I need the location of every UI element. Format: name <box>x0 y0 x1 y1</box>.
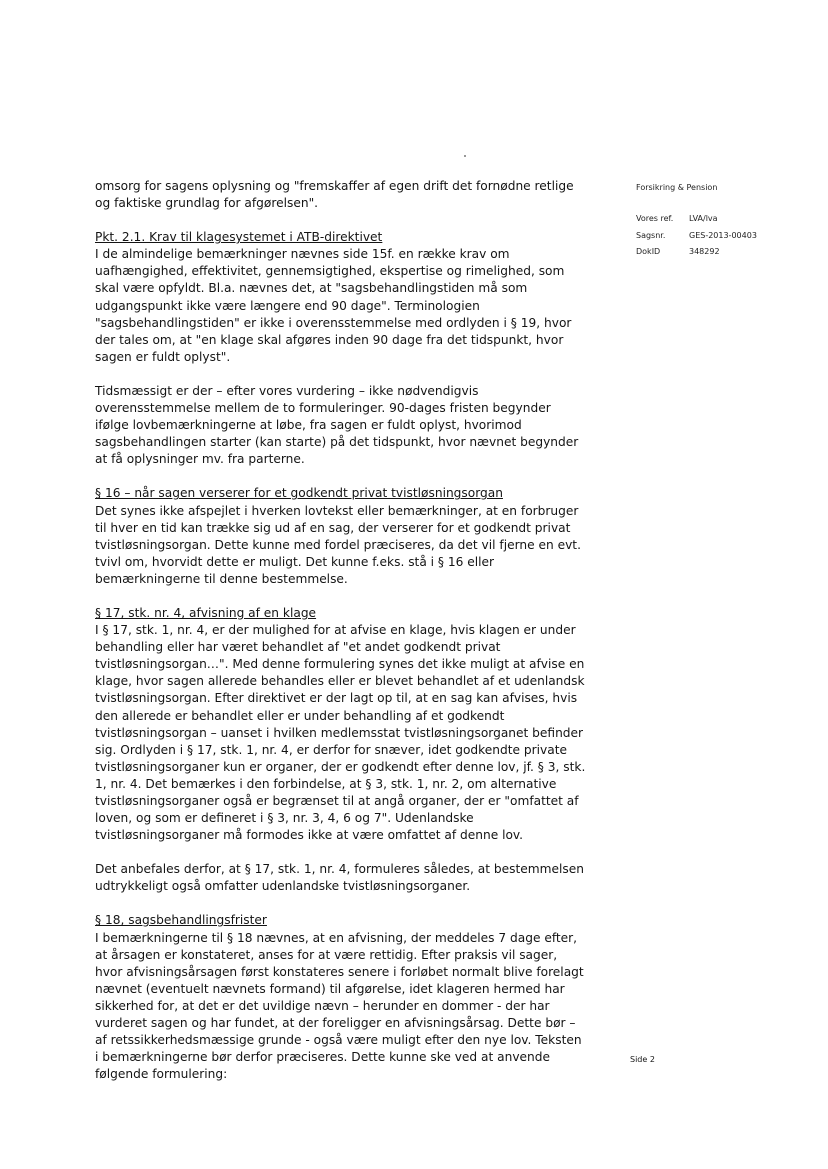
paragraph-atb-requirements: I de almindelige bemærkninger nævnes side 15f. en række krav om uafhængighed, effektivitet, gennemsigtighed, ekspertise og rimelighed, som skal være opfyldt. Bl.a. nævnes det, at "sagsbehandlingstiden må som udgangspunkt ikke være længere end 90 dage". Terminologien "sagsbehandlingstiden" er ikke i overensstemmelse med ordlyden i § 19, hvor der tales om, at "en klage skal afgøres inden 90 dage fra det tidspunkt, hvor sagen er fuldt oplyst". <box>95 247 572 364</box>
section-heading-17: § 17, stk. nr. 4, afvisning af en klage <box>95 605 317 620</box>
paragraph-time-limits: Tidsmæssigt er der – efter vores vurdering – ikke nødvendigvis overensstemmelse mellem de to formuleringer. 90-dages fristen begynder ifølge lovbemærkningerne at løbe, fra sagen er fuldt oplyst, hvorimod sagsbehandlingen starter (kan starte) på det tidspunkt, hvor nævnet begynder at få oplysninger mv. fra parterne. <box>95 383 579 467</box>
reference-row <box>636 213 757 230</box>
paragraph-section-16: Det synes ikke afspejlet i hverken lovtekst eller bemærkninger, at en forbruger til hver en tid kan trække sig ud af en sag, der verserer for et godkendt privat tvistløsningsorgan. Dette kunne med fordel præciseres, da det vil fjerne en evt. tvivl om, hvorvidt dette er muligt. Det kunne f.eks. stå i § 16 eller bemærkningerne til denne bestemmelse. <box>95 503 581 586</box>
page-number: Side 2 <box>630 1055 655 1064</box>
case-number-value: GES-2013-00403 <box>689 230 757 240</box>
reference-block <box>636 213 757 263</box>
section-heading-18: § 18, sagsbehandlingsfrister <box>95 913 267 928</box>
paragraph-section-17: I § 17, stk. 1, nr. 4, er der mulighed for at afvise en klage, hvis klagen er under behandling eller har været behandlet af "et andet godkendt privat tvistløsningsorgan…". Med denne formulering synes det ikke muligt at afvise en klage, hvor sagen allerede behandles eller er blevet behandlet af et udenlandsk tvistløsningsorgan. Efter direktivet er der lagt op til, at en sag kan afvises, hvis den allerede er behandlet eller er under behandling af et godkendt tvistløsningsorgan – uanset i hvilken medlemsstat tvistløsningsorganet befinder sig. Ordlyden i § 17, stk. 1, nr. 4, er derfor for snæver, idet godkendte private tvistløsningsorganer kun er organer, der er godkendt efter denne lov, jf. § 3, stk. 1, nr. 4. Det bemærkes i den forbindelse, at § 3, stk. 1, nr. 2, om alternative tvistløsningsorganer også er begrænset til at angå organer, der er "omfattet af loven, og som er defineret i § 3, nr. 3, 4, 6 og 7". Udenlandske tvistløsningsorganer må formodes ikke at være omfattet af denne lov. <box>95 623 586 843</box>
document-id-value: 348292 <box>689 247 720 256</box>
reference-label: Vores ref. <box>636 214 674 223</box>
case-number-label: Sagsnr. <box>636 230 666 240</box>
intro-paragraph: omsorg for sagens oplysning og "fremskaffer af egen drift det fornødne retlige og faktiske grundlag for afgørelsen". <box>95 179 574 211</box>
paragraph-section-18: I bemærkningerne til § 18 nævnes, at en afvisning, der meddeles 7 dage efter, at årsagen er konstateret, anses for at være rettidig. Efter praksis vil sager, hvor afvisningsårsagen først konstateres senere i forløbet normalt blive forelagt nævnet (eventuelt nævnets formand) til afgørelse, idet klageren hermed har sikkerhed for, at det er det uvildige nævn – herunder en dommer - der har vurderet sagen og har fundet, at der foreligger en afvisningsårsag. Dette bør – af retssikkerhedsmæssige grunde - også være muligt efter den nye lov. Teksten i bemærkningerne bør derfor præciseres. Dette kunne ske ved at anvende følgende formulering: <box>95 930 584 1082</box>
section-heading-atb: Pkt. 2.1. Krav til klagesystemet i ATB-direktivet <box>95 230 383 245</box>
case-number-row <box>636 230 757 247</box>
organization-name: Forsikring & Pension <box>636 183 718 192</box>
letter-body <box>95 178 587 1083</box>
scan-speck <box>464 155 466 157</box>
document-id-row <box>636 246 757 263</box>
reference-value: LVA/lva <box>689 214 718 223</box>
section-heading-16: § 16 – når sagen verserer for et godkendt privat tvistløsningsorgan <box>95 486 503 501</box>
paragraph-recommendation: Det anbefales derfor, at § 17, stk. 1, nr. 4, formuleres således, at bestemmelsen udtrykkeligt også omfatter udenlandske tvistløsningsorganer. <box>95 862 584 894</box>
document-id-label: DokID <box>636 247 661 256</box>
